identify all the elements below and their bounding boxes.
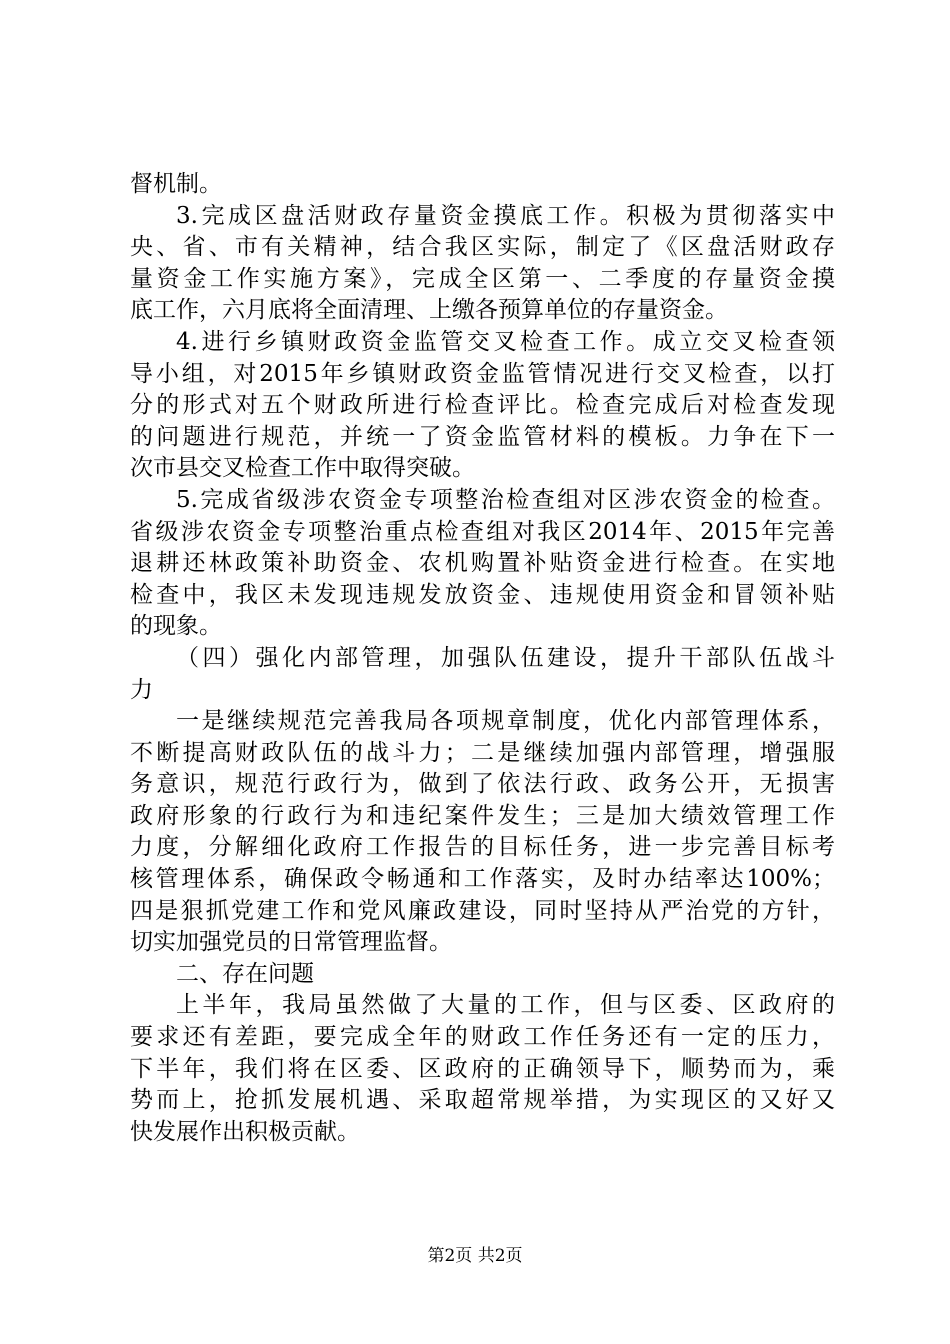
text-line: 一是继续规范完善我局各项规章制度，优化内部管理体系， [176,708,835,735]
text-line: 退耕还林政策补助资金、农机购置补贴资金进行检查。在实地 [130,550,835,577]
text-line: 四是狠抓党建工作和党风廉政建设，同时坚持从严治党的方针， [130,897,835,924]
text-line: 3.完成区盘活财政存量资金摸底工作。积极为贯彻落实中 [176,202,835,229]
section-heading: 二、存在问题 [176,960,314,987]
text-line: 切实加强党员的日常管理监督。 [130,929,452,956]
text-line: 5.完成省级涉农资金专项整治检查组对区涉农资金的检查。 [176,486,835,513]
text-line: 力度，分解细化政府工作报告的目标任务，进一步完善目标考 [130,834,835,861]
text-line: 央、省、市有关精神，结合我区实际，制定了《区盘活财政存 [130,234,835,261]
text-line: 不断提高财政队伍的战斗力；二是继续加强内部管理，增强服 [130,739,835,766]
text-line: 检查中，我区未发现违规发放资金、违规使用资金和冒领补贴 [130,581,835,608]
text-line: 要求还有差距，要完成全年的财政工作任务还有一定的压力， [130,1024,835,1051]
text-line: 势而上，抢抓发展机遇、采取超常规举措，为实现区的又好又 [130,1087,835,1114]
text-line: 快发展作出积极贡献。 [130,1118,360,1145]
text-line: 省级涉农资金专项整治重点检查组对我区2014年、2015年完善 [130,518,835,545]
text-line: 4.进行乡镇财政资金监管交叉检查工作。成立交叉检查领 [176,328,835,355]
text-line: 下半年，我们将在区委、区政府的正确领导下，顺势而为，乘 [130,1055,835,1082]
text-line: 的问题进行规范，并统一了资金监管材料的模板。力争在下一 [130,423,835,450]
document-body [130,169,835,1148]
text-line: 政府形象的行政行为和违纪案件发生；三是加大绩效管理工作 [130,802,835,829]
text-line: 次市县交叉检查工作中取得突破。 [130,455,475,482]
text-line: 导小组，对2015年乡镇财政资金监管情况进行交叉检查，以打 [130,360,835,387]
text-line: 量资金工作实施方案》，完成全区第一、二季度的存量资金摸 [130,265,835,292]
section-heading-cont: 力 [130,676,153,703]
text-line: 督机制。 [130,171,222,197]
text-line: 上半年，我局虽然做了大量的工作，但与区委、区政府的 [176,992,835,1019]
page-footer [0,1244,950,1268]
page-number: 第2页 共2页 [427,1246,523,1266]
text-line: 核管理体系，确保政令畅通和工作落实，及时办结率达100%； [130,866,835,893]
text-line: 底工作，六月底将全面清理、上缴各预算单位的存量资金。 [130,297,728,324]
text-line: 务意识，规范行政行为，做到了依法行政、政务公开，无损害 [130,771,835,798]
text-line: 分的形式对五个财政所进行检查评比。检查完成后对检查发现 [130,392,835,419]
section-heading: （四）强化内部管理，加强队伍建设，提升干部队伍战斗 [176,644,835,671]
text-line: 的现象。 [130,613,222,640]
